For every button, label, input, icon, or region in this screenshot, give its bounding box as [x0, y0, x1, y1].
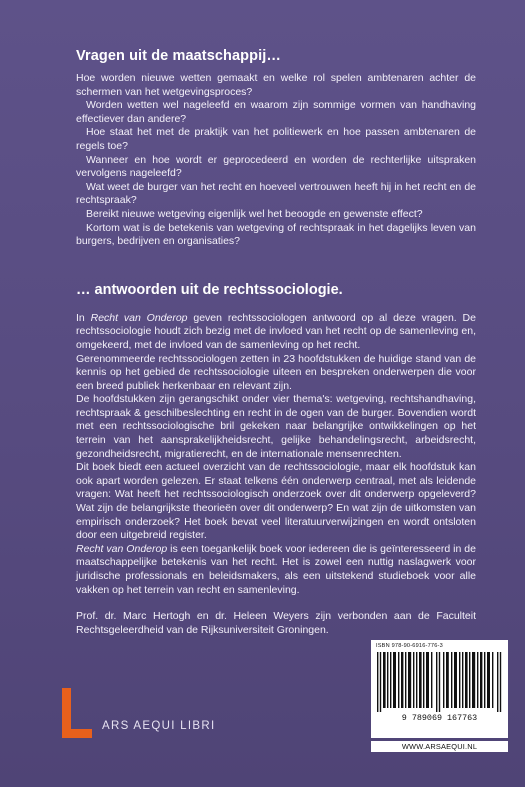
question-4: Wanneer en hoe wordt er geprocedeerd en worden de rechterlijke uitspraken vervolgens nageleefd? [76, 153, 476, 180]
answers-heading: … antwoorden uit de rechtssociologie. [76, 281, 343, 298]
questions-heading: Vragen uit de maatschappij… [76, 48, 281, 64]
answer-paragraph-5 [76, 543, 476, 597]
ean-digits: 9 789069 167763 [401, 713, 478, 723]
question-6: Bereikt nieuwe wetgeving eigenlijk wel het beoogde en gewenste effect? [86, 207, 423, 220]
question-2: Worden wetten wel nageleefd en waarom zijn sommige vormen van handhaving effectiever dan andere? [76, 99, 476, 125]
barcode-box [371, 640, 508, 738]
question-1: Hoe worden nieuwe wetten gemaakt en welke rol spelen ambtenaren achter de schermen van het wetgevingsproces? [76, 72, 476, 98]
answers-text [76, 312, 476, 638]
ean13-barcode-icon [377, 652, 502, 712]
p1-body: geven rechtssociologen antwoord op al deze vragen. De rechtssociologie houdt zich bezig met de invloed van het recht op de samenleving en, omgekeerd, met de invloed van de samenleving op het recht. [76, 311, 476, 351]
p1-prefix: In [76, 311, 91, 324]
p5-body: is een toegankelijk boek voor iedereen die is geïnteresseerd in de maatschappelijke betekenis van het recht. Het is zowel een nuttig naslagwerk voor juridische professionals en beleidsmakers, als een uitstekend studieboek voor alle vakken op het terrein van recht en samenleving. [76, 542, 476, 596]
question-3: Hoe staat het met de praktijk van het politiewerk en hoe passen ambtenaren de regels toe? [76, 126, 476, 152]
answer-paragraph-3: De hoofdstukken zijn gerangschikt onder vier thema's: wetgeving, rechtshandhaving, rechtspraak & geschilbeslechting en recht in de ogen van de burger. Bovendien wordt met een rechtssociologische bril gekeken naar belangrijke ontwikkelingen op het terrein van het aansprakelijkheidsrecht, gelijke behandelingsrecht, arbeidsrecht, gezondheidsrecht, migratierecht, en de internationale mensenrechten. [76, 393, 476, 460]
authors-paragraph: Prof. dr. Marc Hertogh en dr. Heleen Weyers zijn verbonden aan de Faculteit Rechtsgeleerdheid van de Rijksuniversiteit Groningen. [76, 610, 476, 636]
answer-paragraph-1 [76, 312, 476, 353]
question-7: Kortom wat is de betekenis van wetgeving of rechtspraak in het dagelijks leven van burgers, bedrijven en organisaties? [76, 221, 476, 248]
question-5: Wat weet de burger van het recht en hoeveel vertrouwen heeft hij in het recht en de rechtspraak? [76, 180, 476, 207]
ars-aequi-l-logo-icon [62, 688, 92, 738]
isbn-label: ISBN 978-90-6916-776-3 [376, 643, 443, 649]
book-title-2: Recht van Onderop [76, 542, 168, 555]
answer-paragraph-2: Gerenommeerde rechtssociologen zetten in 23 hoofdstukken de huidige stand van de kennis op het gebied de rechtssociologie uiteen en bespreken onderwerpen die voor een breed publiek herkenbaar en relevant zijn. [76, 352, 476, 392]
questions-list [76, 72, 476, 249]
publisher-website: WWW.ARSAEQUI.NL [371, 741, 508, 752]
blurb [76, 48, 476, 637]
answer-paragraph-4: Dit boek biedt een actueel overzicht van de rechtssociologie, maar elk hoofdstuk kan ook apart worden gelezen. Er staat telkens één onderwerp centraal, met als leidende vragen: Wat heeft het rechtssociologisch onderzoek over dit onderwerp opgeleverd? Wat zijn de belangrijkste theorieën over dit onderwerp? En wat zijn de uitkomsten van empirisch onderzoek? Het boek bevat veel literatuurverwijzingen en wordt ontsloten door een uitgebreid register. [76, 461, 476, 542]
publisher-name: ARS AEQUI LIBRI [102, 720, 216, 732]
book-title: Recht van Onderop [90, 311, 188, 324]
